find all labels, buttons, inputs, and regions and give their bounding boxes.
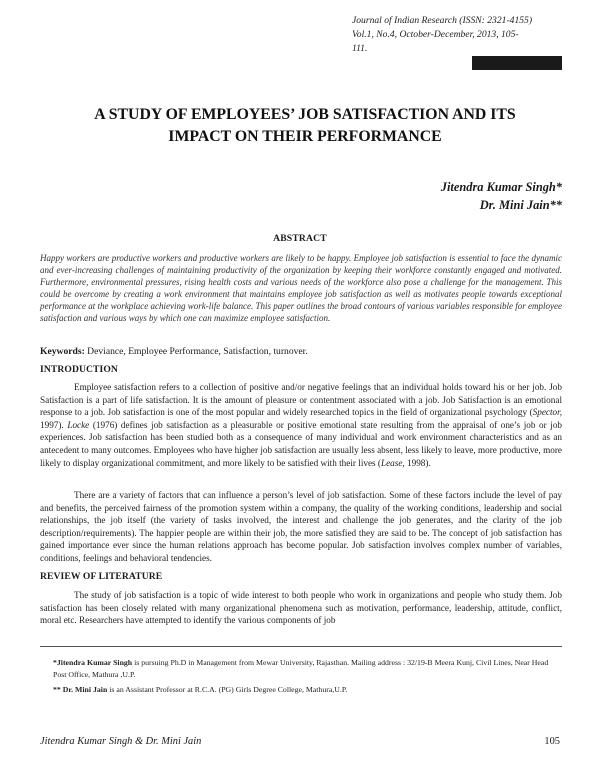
abstract-heading: ABSTRACT: [273, 233, 327, 244]
header-bar: [472, 56, 562, 70]
text-run: (1976) defines job satisfaction as a pleasurable or positive emotional state resulting from the appraisal of one’s job or job experiences. Job satisfaction has been studied both as a consequence of many individual and work environment characteristics and as an antecedent to many outcomes. Employees who have higher job satisfaction are usually less absent, less likely to leave, more productive, more likely to display organizational commitment, and more likely to be satisfied with their lives (: [40, 419, 563, 468]
text-run: 1997).: [40, 419, 68, 430]
journal-name: Journal of Indian Research (ISSN: 2321-4155): [352, 15, 533, 26]
author-list: [441, 178, 562, 214]
keywords-value: Deviance, Employee Performance, Satisfaction, turnover.: [87, 346, 308, 357]
citation: Lease,: [380, 457, 405, 468]
footnote-author: ** Dr. Mini Jain: [53, 685, 108, 694]
text-run: 1998).: [404, 457, 431, 468]
review-heading: REVIEW OF LITERATURE: [40, 571, 163, 582]
journal-volume: Vol.1, No.4, October-December, 2013, 105-: [352, 29, 519, 40]
author-1: Jitendra Kumar Singh*: [440, 180, 562, 194]
author-2: Dr. Mini Jain**: [479, 198, 562, 212]
title-line-2: IMPACT ON THEIR PERFORMANCE: [168, 128, 442, 145]
footnote-author: *Jitendra Kumar Singh: [53, 658, 133, 667]
page-number: 105: [544, 736, 560, 747]
journal-pages: 111.: [352, 43, 368, 54]
journal-info: [352, 14, 557, 56]
footnote-2: [53, 684, 558, 696]
footer-authors: Jitendra Kumar Singh & Dr. Mini Jain: [40, 736, 202, 747]
title-line-1: A STUDY OF EMPLOYEES’ JOB SATISFACTION AND ITS: [94, 106, 516, 123]
introduction-heading: INTRODUCTION: [40, 364, 118, 375]
citation: Locke: [67, 419, 90, 430]
footnote-text: is an Assistant Professor at R.C.A. (PG) Girls Degree College, Mathura,U.P.: [107, 685, 348, 694]
review-paragraph-1: The study of job satisfaction is a topic of wide interest to both people who work in organizations and people who study them. Job satisfaction has been closely related with many organizational phenomena such as motivation, performance, leadership, attitude, conflict, moral etc. Researchers have attempted to identify the various components of job: [40, 590, 562, 626]
keywords: [40, 346, 562, 358]
keywords-label: Keywords:: [40, 346, 85, 357]
footnote-divider: [40, 646, 562, 647]
text-run: Employee satisfaction refers to a collection of positive and/or negative feelings that an individual holds toward his or her job. Job Satisfaction is a part of life satisfaction. It is the amount of pleasure or contentment associated with a job. Job Satisfaction is an emotional response to a job. Job satisfaction is one of the most popular and widely researched topics in the field of organizational psychology (: [40, 382, 562, 418]
paper-title: [50, 104, 560, 148]
introduction-paragraph-1: [40, 381, 562, 469]
footnote-text: is pursuing Ph.D in Management from Mewar University, Rajasthan. Mailing address : 32/19-B Meera Kunj, Civil Lines, Near Head Post Office, Mathura ,U.P.: [53, 658, 549, 679]
introduction-paragraph-2: There are a variety of factors that can influence a person’s level of job satisfaction. Some of these factors include the level of pay and benefits, the perceived fairness of the promotion system within a company, the quality of the working conditions, leadership and social relationships, the job itself (the variety of tasks involved, the interest and challenge the job generates, and the clarity of the job description/requirements). The happier people are within their job, the more satisfied they are said to be. The concept of job satisfaction has gained importance ever since the human relations approach has become popular. Job satisfaction involves complex number of variables, conditions, feelings and behavioral tendencies.: [40, 490, 562, 563]
abstract-text: Happy workers are productive workers and productive workers are likely to be happy. Employee job satisfaction is essential to face the dynamic and ever-increasing challenges of maintaining productivity of the organization by keeping their workforce constantly engaged and motivated. Furthermore, environmental pressures, rising health costs and various needs of the workforce also pose a challenge for the management. This could be overcome by creating a work environment that maintains employee job satisfaction as well as motivates people towards exceptional performance at the workplace achieving work-life balance. This paper outlines the broad contours of various variables responsible for employee satisfaction and various ways by which one can maximize employee satisfaction.: [40, 253, 562, 324]
citation: Spector,: [532, 407, 562, 418]
footnote-1: [53, 657, 558, 681]
